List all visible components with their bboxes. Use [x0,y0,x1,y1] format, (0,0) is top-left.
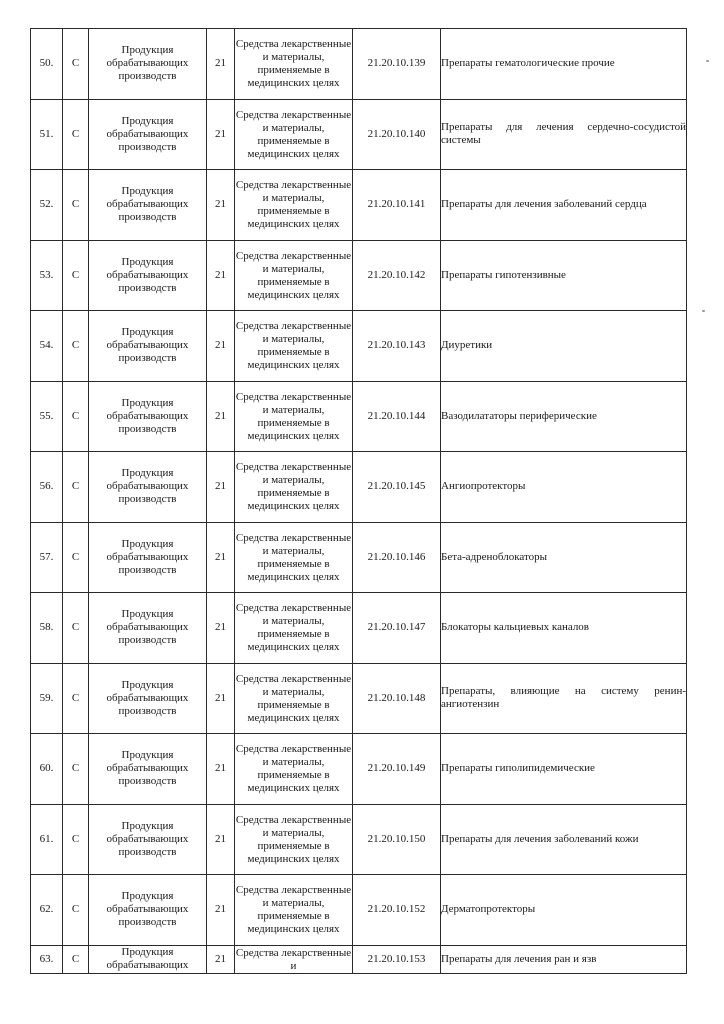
sector-name: Продукция обрабатывающих производств [89,99,207,170]
row-number: 58. [31,593,63,664]
section-letter: C [63,452,89,523]
group-name-text: Средства лекарственные и [235,946,352,972]
row-number: 51. [31,99,63,170]
row-number: 62. [31,875,63,946]
section-letter: C [63,99,89,170]
scan-speck [702,310,705,312]
group-name-text: Средства лекарственные и материалы, применяемые в медицинских целях [235,602,352,654]
section-letter: C [63,734,89,805]
group-name-text: Средства лекарственные и материалы, применяемые в медицинских целях [235,884,352,936]
division-code: 21 [207,734,235,805]
group-name-text: Средства лекарственные и материалы, применяемые в медицинских целях [235,320,352,372]
group-name-text: Средства лекарственные и материалы, применяемые в медицинских целях [235,531,352,583]
group-name [235,29,353,100]
row-number: 55. [31,381,63,452]
group-name [235,381,353,452]
okpd-code: 21.20.10.149 [353,734,441,805]
group-name-text: Средства лекарственные и материалы, применяемые в медицинских целях [235,179,352,231]
section-letter: C [63,804,89,875]
division-code: 21 [207,593,235,664]
group-name [235,875,353,946]
product-name: Препараты гиполипидемические [441,734,687,805]
section-letter: C [63,593,89,664]
division-code: 21 [207,804,235,875]
okpd-code: 21.20.10.140 [353,99,441,170]
division-code: 21 [207,452,235,523]
table-row [31,29,687,100]
section-letter: C [63,875,89,946]
group-name [235,945,353,973]
okpd-code: 21.20.10.142 [353,240,441,311]
sector-name: Продукция обрабатывающих производств [89,452,207,523]
section-letter: C [63,170,89,241]
division-code: 21 [207,663,235,734]
sector-name: Продукция обрабатывающих производств [89,522,207,593]
division-code: 21 [207,381,235,452]
section-letter: C [63,240,89,311]
product-name: Препараты гипотензивные [441,240,687,311]
product-name: Ангиопротекторы [441,452,687,523]
group-name-text: Средства лекарственные и материалы, применяемые в медицинских целях [235,461,352,513]
group-name [235,734,353,805]
okpd-code: 21.20.10.152 [353,875,441,946]
okpd-code: 21.20.10.153 [353,945,441,973]
group-name-text: Средства лекарственные и материалы, применяемые в медицинских целях [235,672,352,724]
okpd-code: 21.20.10.141 [353,170,441,241]
division-code: 21 [207,99,235,170]
section-letter: C [63,663,89,734]
table-row [31,804,687,875]
division-code: 21 [207,170,235,241]
okpd-code: 21.20.10.144 [353,381,441,452]
product-table [30,28,687,974]
division-code: 21 [207,875,235,946]
product-name: Препараты для лечения заболеваний кожи [441,804,687,875]
section-letter: C [63,522,89,593]
okpd-code: 21.20.10.148 [353,663,441,734]
group-name [235,663,353,734]
sector-name: Продукция обрабатывающих производств [89,804,207,875]
group-name-text: Средства лекарственные и материалы, применяемые в медицинских целях [235,108,352,160]
row-number: 59. [31,663,63,734]
division-code: 21 [207,240,235,311]
division-code: 21 [207,945,235,973]
product-name: Препараты гематологические прочие [441,29,687,100]
division-code: 21 [207,29,235,100]
group-name-text: Средства лекарственные и материалы, применяемые в медицинских целях [235,390,352,442]
okpd-code: 21.20.10.143 [353,311,441,382]
table-row [31,99,687,170]
group-name [235,452,353,523]
row-number: 57. [31,522,63,593]
table-row [31,875,687,946]
group-name [235,804,353,875]
product-name: Препараты, влияющие на систему ренин-ангиотензин [441,663,687,734]
table-row [31,240,687,311]
row-number: 54. [31,311,63,382]
product-name: Препараты для лечения ран и язв [441,945,687,973]
table-row [31,170,687,241]
table-row [31,945,687,973]
row-number: 63. [31,945,63,973]
group-name-text: Средства лекарственные и материалы, применяемые в медицинских целях [235,38,352,90]
table-row [31,452,687,523]
sector-name: Продукция обрабатывающих производств [89,29,207,100]
sector-name: Продукция обрабатывающих производств [89,875,207,946]
product-name: Диуретики [441,311,687,382]
section-letter: C [63,945,89,973]
table-row [31,663,687,734]
product-name: Бета-адреноблокаторы [441,522,687,593]
group-name-text: Средства лекарственные и материалы, применяемые в медицинских целях [235,813,352,865]
sector-name: Продукция обрабатывающих [89,945,207,973]
group-name-text: Средства лекарственные и материалы, применяемые в медицинских целях [235,743,352,795]
row-number: 53. [31,240,63,311]
group-name [235,522,353,593]
group-name [235,99,353,170]
table-row [31,311,687,382]
sector-name: Продукция обрабатывающих производств [89,311,207,382]
table-row [31,734,687,805]
row-number: 52. [31,170,63,241]
product-name: Блокаторы кальциевых каналов [441,593,687,664]
okpd-code: 21.20.10.146 [353,522,441,593]
sector-name: Продукция обрабатывающих производств [89,734,207,805]
section-letter: C [63,381,89,452]
okpd-code: 21.20.10.145 [353,452,441,523]
sector-name: Продукция обрабатывающих производств [89,240,207,311]
division-code: 21 [207,311,235,382]
row-number: 61. [31,804,63,875]
table-row [31,522,687,593]
row-number: 56. [31,452,63,523]
group-name [235,593,353,664]
division-code: 21 [207,522,235,593]
table-row [31,593,687,664]
section-letter: C [63,311,89,382]
row-number: 60. [31,734,63,805]
sector-name: Продукция обрабатывающих производств [89,170,207,241]
row-number: 50. [31,29,63,100]
sector-name: Продукция обрабатывающих производств [89,593,207,664]
sector-name: Продукция обрабатывающих производств [89,381,207,452]
scan-speck [706,60,709,62]
table-row [31,381,687,452]
product-name: Вазодилататоры периферические [441,381,687,452]
section-letter: C [63,29,89,100]
okpd-code: 21.20.10.147 [353,593,441,664]
okpd-code: 21.20.10.150 [353,804,441,875]
product-name: Препараты для лечения сердечно-сосудистой системы [441,99,687,170]
sector-name: Продукция обрабатывающих производств [89,663,207,734]
product-name: Дерматопротекторы [441,875,687,946]
group-name-text: Средства лекарственные и материалы, применяемые в медицинских целях [235,249,352,301]
group-name [235,240,353,311]
product-name: Препараты для лечения заболеваний сердца [441,170,687,241]
group-name [235,170,353,241]
table-body [31,29,687,974]
okpd-code: 21.20.10.139 [353,29,441,100]
group-name [235,311,353,382]
